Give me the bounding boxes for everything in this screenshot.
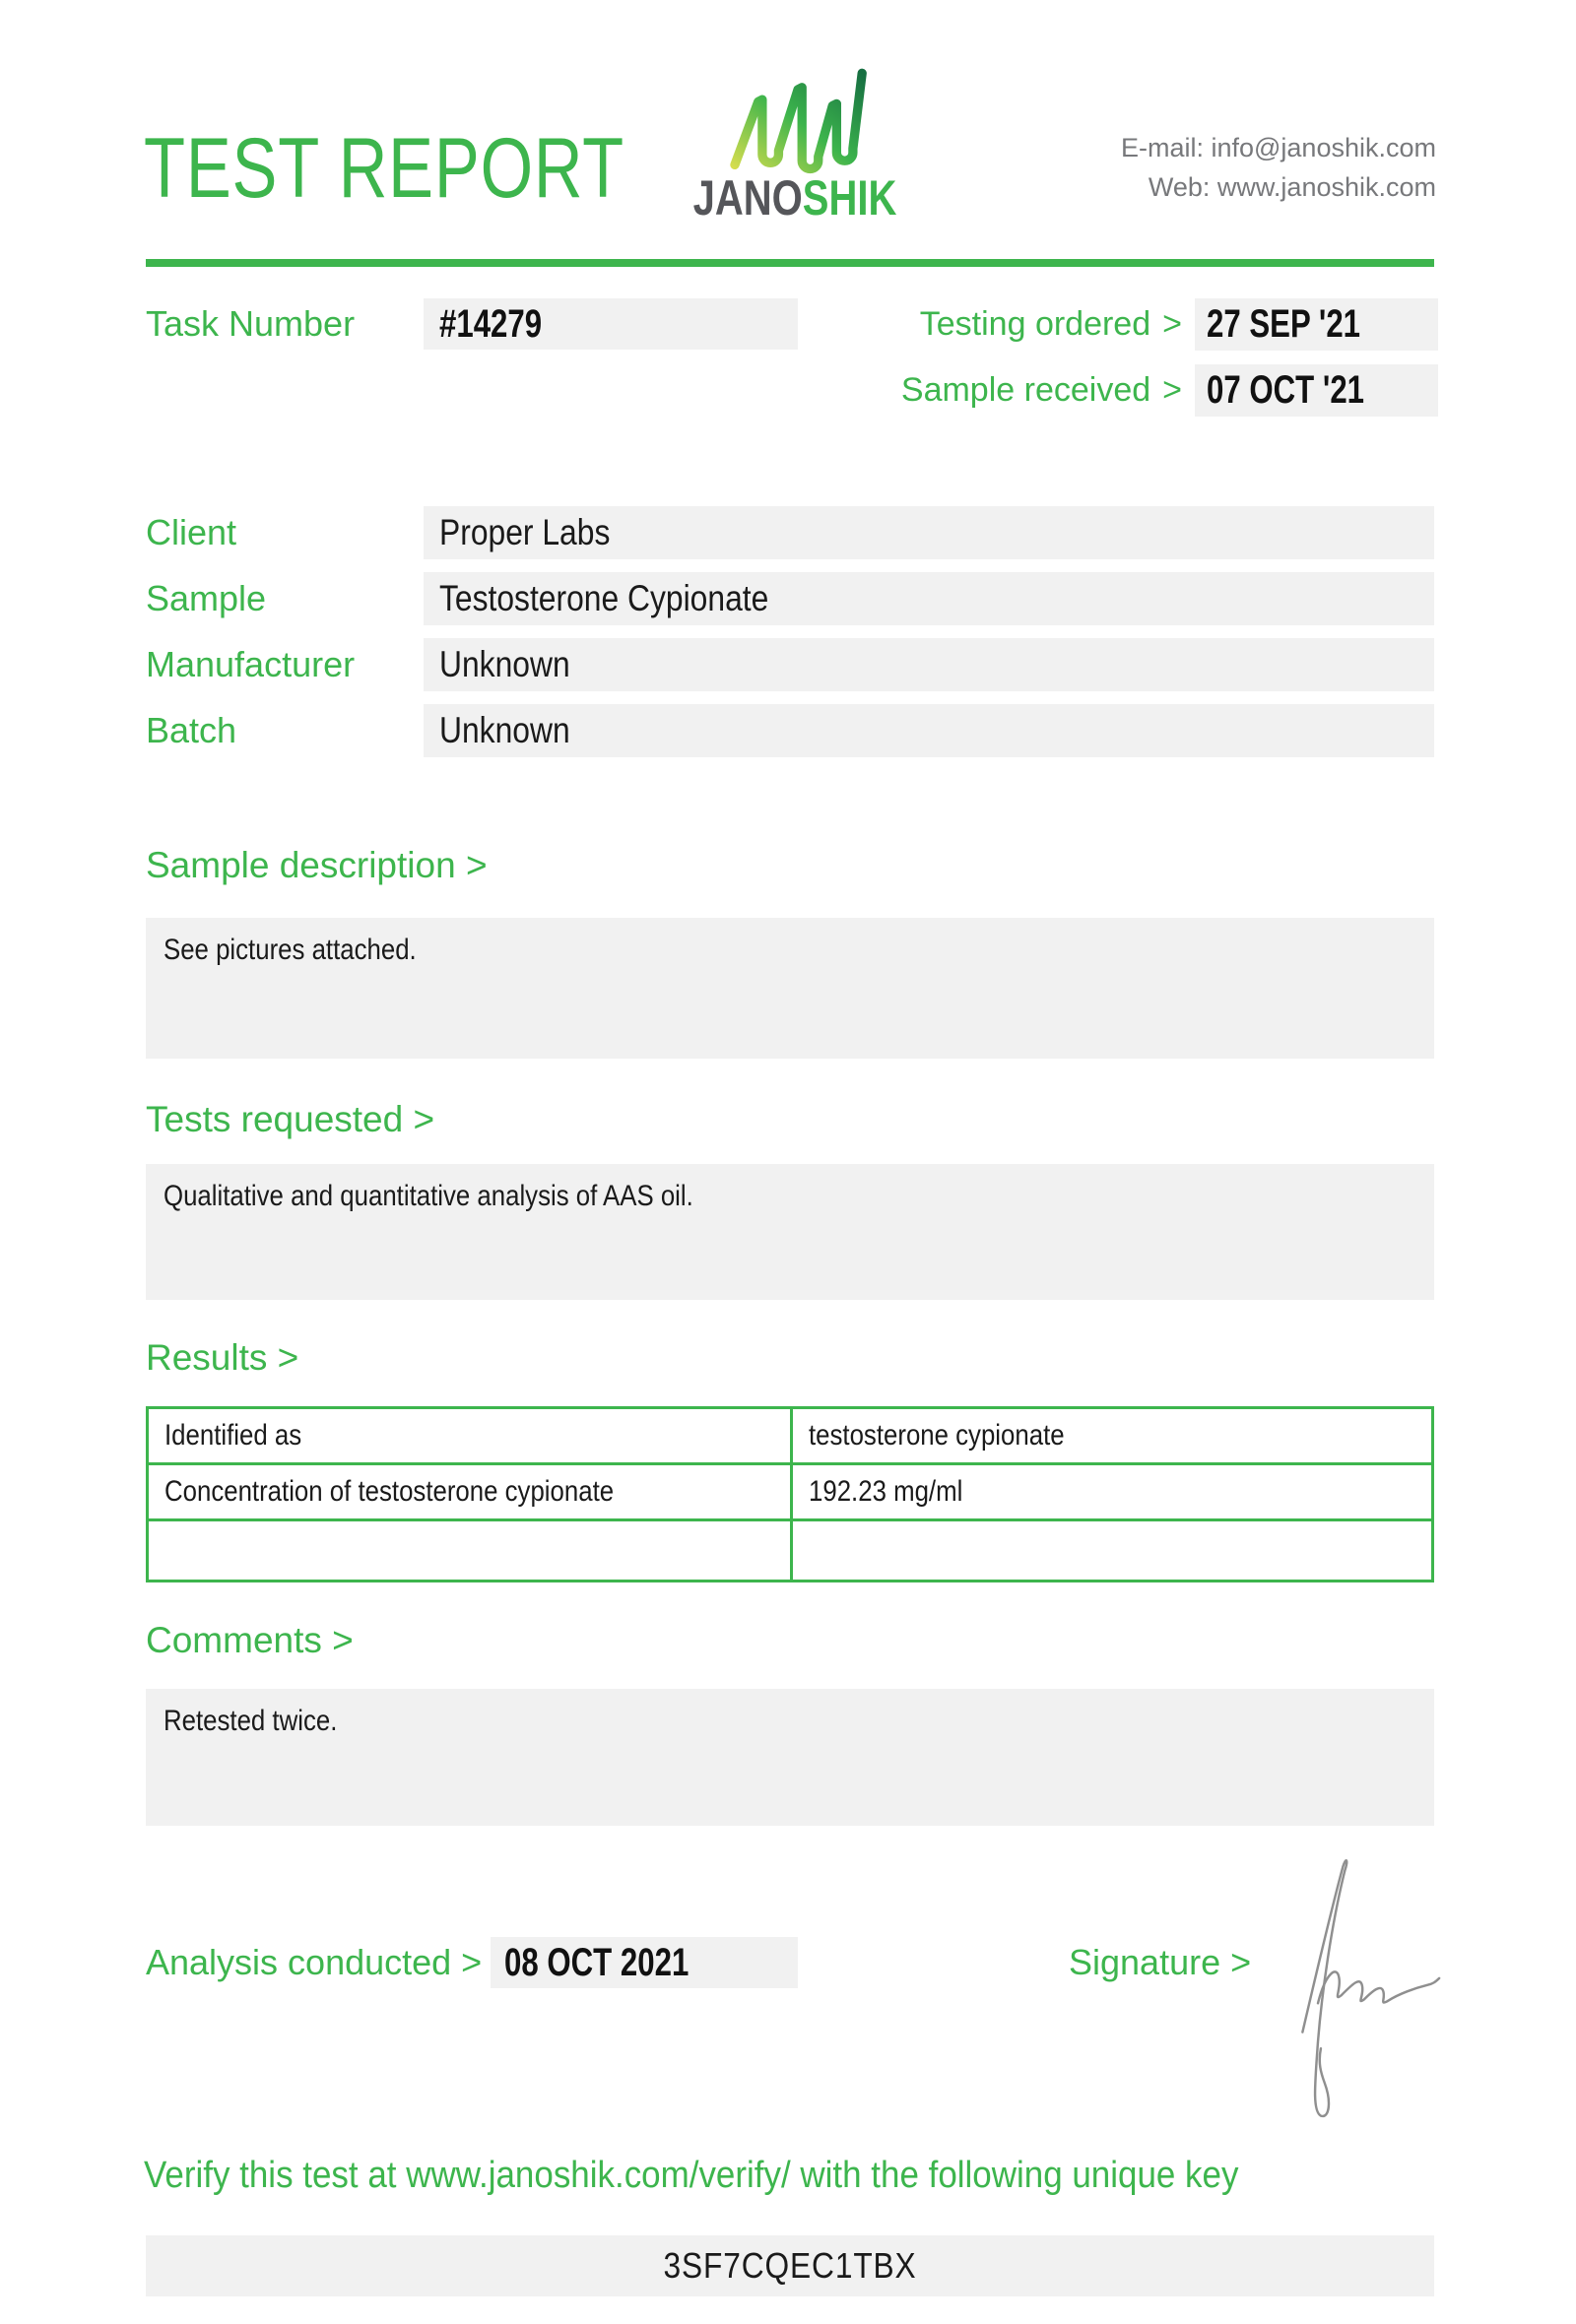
web-line: Web: www.janoshik.com: [1148, 172, 1436, 202]
results-heading: Results >: [146, 1337, 299, 1378]
result-value-cell: testosterone cypionate: [792, 1408, 1433, 1464]
sample-label: Sample: [146, 578, 267, 618]
logo-wordmark: [689, 169, 901, 226]
manufacturer-value: Unknown: [424, 638, 1434, 691]
logo-word-green: SHIK: [802, 170, 897, 226]
table-row: [148, 1464, 1433, 1520]
comments-heading: Comments >: [146, 1620, 354, 1660]
table-row: [148, 1408, 1433, 1464]
sample-received-label: Sample received >: [900, 371, 1182, 409]
sample-description-box: See pictures attached.: [146, 918, 1434, 1059]
result-name-cell: [148, 1520, 792, 1582]
analysis-conducted-label: Analysis conducted >: [146, 1942, 483, 1982]
tests-requested-heading: Tests requested >: [146, 1099, 435, 1139]
verify-instruction: Verify this test at www.janoshik.com/verify/ with the following unique key: [144, 2155, 1239, 2196]
analysis-date-value: 08 OCT 2021: [491, 1937, 798, 1988]
result-value-cell: [792, 1520, 1433, 1582]
client-value: Proper Labs: [424, 506, 1434, 559]
rising-chart-icon: [722, 63, 870, 183]
signature-label: Signature >: [1069, 1942, 1252, 1982]
comments-box: Retested twice.: [146, 1689, 1434, 1826]
sample-received-value: 07 OCT '21: [1195, 364, 1438, 417]
result-name-cell: Identified as: [148, 1408, 792, 1464]
header-divider: [146, 259, 1434, 267]
task-number-value: #14279: [424, 298, 798, 350]
result-value-cell: 192.23 mg/ml: [792, 1464, 1433, 1520]
signature-image: [1276, 1843, 1487, 2144]
chevron-right-icon: >: [1162, 305, 1182, 343]
unique-key-box: [146, 2235, 1434, 2296]
manufacturer-label: Manufacturer: [146, 644, 356, 684]
logo-word-dark: JANO: [692, 170, 803, 226]
batch-label: Batch: [146, 710, 237, 750]
chevron-right-icon: >: [1162, 371, 1182, 409]
tests-requested-box: Qualitative and quantitative analysis of AAS oil.: [146, 1164, 1434, 1300]
client-label: Client: [146, 512, 237, 552]
unique-key: 3SF7CQEC1TBX: [663, 2245, 917, 2286]
sample-description-heading: Sample description >: [146, 845, 488, 885]
results-table: [146, 1406, 1434, 1582]
batch-value: Unknown: [424, 704, 1434, 757]
task-number-label: Task Number: [146, 303, 356, 344]
page-title: TEST REPORT: [144, 121, 624, 216]
contact-block: [1121, 128, 1436, 207]
sample-value: Testosterone Cypionate: [424, 572, 1434, 625]
testing-ordered-label: Testing ordered >: [919, 305, 1182, 343]
testing-ordered-value: 27 SEP '21: [1195, 298, 1438, 351]
result-name-cell: Concentration of testosterone cypionate: [148, 1464, 792, 1520]
email-line: E-mail: info@janoshik.com: [1120, 133, 1436, 162]
table-row: [148, 1520, 1433, 1582]
